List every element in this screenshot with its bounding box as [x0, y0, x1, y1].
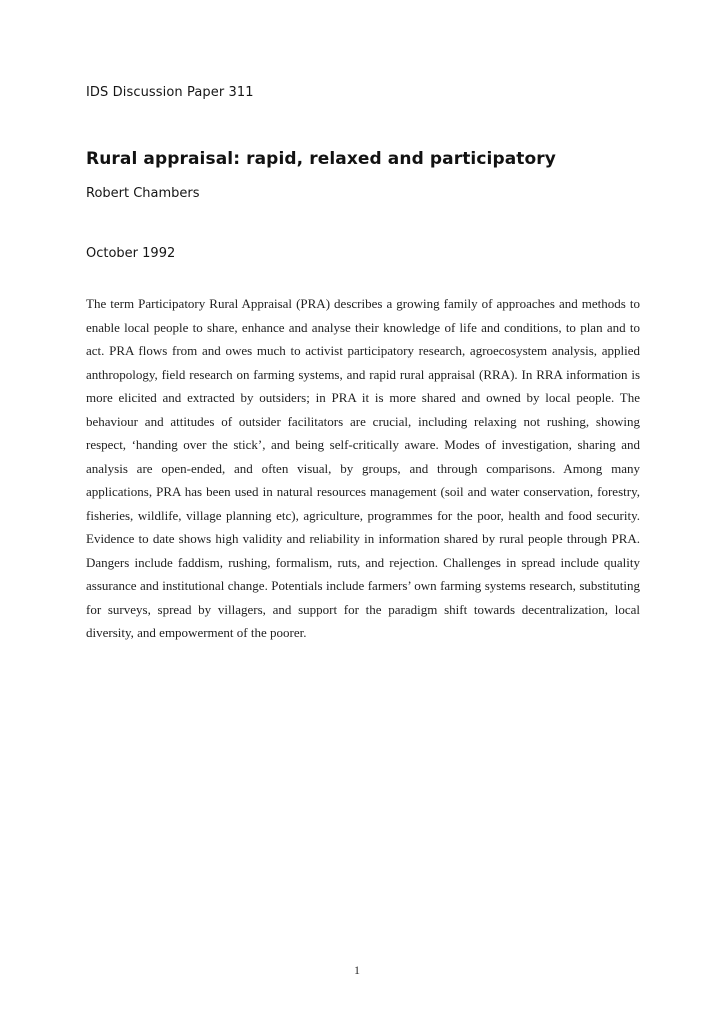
author-name: Robert Chambers [86, 186, 200, 201]
page-number: 1 [354, 963, 360, 977]
paper-title: Rural appraisal: rapid, relaxed and participatory [86, 149, 556, 169]
publication-date: October 1992 [86, 246, 176, 261]
abstract-paragraph: The term Participatory Rural Appraisal (PRA) describes a growing family of approaches and methods to enable local people to share, enhance and analyse their knowledge of life and conditions, to plan and to act. PRA flows from and owes much to activist participatory research, agroecosystem analysis, applied anthropology, field research on farming systems, and rapid rural appraisal (RRA). In RRA information is more elicited and extracted by outsiders; in PRA it is more shared and owned by local people. The behaviour and attitudes of outsider facilitators are crucial, including relaxing not rushing, showing respect, ‘handing over the stick’, and being self-critically aware. Modes of investigation, sharing and analysis are open-ended, and often visual, by groups, and through comparisons. Among many applications, PRA has been used in natural resources management (soil and water conservation, forestry, fisheries, wildlife, village planning etc), agriculture, programmes for the poor, health and food security. Evidence to date shows high validity and reliability in information shared by rural people through PRA. Dangers include faddism, rushing, formalism, ruts, and rejection. Challenges in spread include quality assurance and institutional change. Potentials include farmers’ own farming systems research, substituting for surveys, spread by villagers, and support for the paradigm shift towards decentralization, local diversity, and empowerment of the poorer. [86, 296, 640, 640]
series-header: IDS Discussion Paper 311 [86, 85, 254, 100]
